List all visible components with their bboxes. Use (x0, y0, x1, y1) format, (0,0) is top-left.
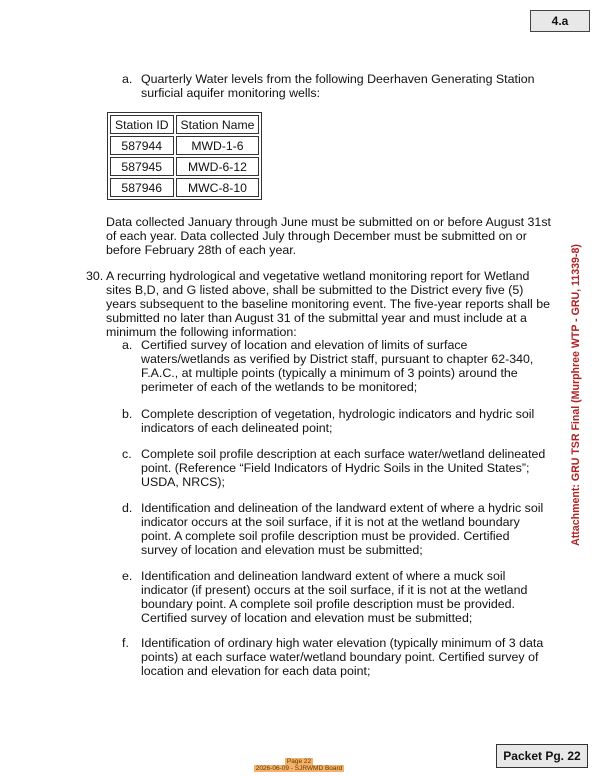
table-row (110, 178, 259, 197)
data-para-line3: before February 28th of each year. (106, 243, 297, 257)
attachment-tag: 4.a (530, 10, 590, 32)
sub-item-f-line: Identification of ordinary high water elevation (typically minimum of 3 data (141, 636, 544, 650)
attachment-sidebar (566, 244, 586, 546)
item-30-line1: A recurring hydrological and vegetative wetland monitoring report for Wetland (106, 269, 530, 283)
table-row (110, 136, 259, 155)
attachment-sidebar-text: Attachment: GRU TSR Final (Murphree WTP - GRU, 11339-8) (570, 244, 582, 546)
sub-item-f-line: location and elevation for each data point; (141, 664, 371, 678)
sub-item-e-letter: e. (122, 569, 133, 583)
sub-item-a-line: F.A.C., at multiple points (typically a minimum of 3 points) around the (141, 366, 518, 380)
sub-item-f-letter: f. (122, 636, 129, 650)
sub-item-d-letter: d. (122, 501, 133, 515)
page-stamp (250, 758, 348, 772)
sub-item-c-line: USDA, NRCS); (141, 475, 225, 489)
table-cell: MWD-1-6 (176, 136, 260, 155)
table-cell: 587946 (110, 178, 174, 197)
item-a-line2: surficial aquifer monitoring wells: (141, 86, 321, 100)
sub-item-e-line: Certified survey of location and elevation must be submitted; (141, 611, 473, 625)
item-30-line3: years subsequent to the baseline monitoring event. The five-year reports shall be (106, 297, 551, 311)
table-header-row (110, 115, 259, 134)
sub-item-b-line: Complete description of vegetation, hydrologic indicators and hydric soil (141, 407, 535, 421)
sub-item-c-letter: c. (122, 447, 132, 461)
sub-item-e-line: Identification and delineation landward extent of where a muck soil (141, 569, 506, 583)
table-cell: MWD-6-12 (176, 157, 260, 176)
sub-item-a-line: Certified survey of location and elevation of limits of surface (141, 338, 468, 352)
page-number: Page 22 (286, 758, 312, 765)
table-row (110, 157, 259, 176)
sub-item-c-line: Complete soil profile description at each surface water/wetland delineated (141, 447, 546, 461)
sub-item-b-letter: b. (122, 407, 133, 421)
sub-item-d-line: Identification and delineation of the landward extent of where a hydric soil (141, 501, 544, 515)
board-date: 2026-06-09 - SJRWMD Board (255, 765, 343, 772)
item-30-number: 30. (86, 269, 104, 283)
table-cell: MWC-8-10 (176, 178, 260, 197)
table-cell: 587945 (110, 157, 174, 176)
sub-item-a-letter: a. (122, 338, 133, 352)
item-a-letter: a. (122, 72, 133, 86)
data-para-line1: Data collected January through June must be submitted on or before August 31st (106, 215, 551, 229)
table-cell: 587944 (110, 136, 174, 155)
packet-page-box: Packet Pg. 22 (496, 744, 588, 768)
table-header-cell: Station Name (176, 115, 260, 134)
sub-item-b-line: indicators of each delineated point; (141, 421, 333, 435)
sub-item-f-line: points) at each surface water/wetland boundary point. Certified survey of (141, 650, 539, 664)
sub-item-a-line: perimeter of each of the wetlands to be monitored; (141, 380, 418, 394)
table-header-cell: Station ID (110, 115, 174, 134)
item-30-line5: minimum the following information: (106, 325, 297, 339)
sub-item-a-line: waters/wetlands as verified by District staff, pursuant to chapter 62-340, (141, 352, 534, 366)
item-30-line4: submitted no later than August 31 of the submittal year and must include at a (106, 311, 527, 325)
station-table (107, 112, 262, 200)
sub-item-e-line: indicator (if present) occurs at the soil surface, if it is not at the wetland (141, 583, 528, 597)
sub-item-d-line: indicator occurs at the soil surface, if it is not at the wetland boundary (141, 515, 520, 529)
item-30-line2: sites B,D, and G listed above, shall be submitted to the District every five (5) (106, 283, 524, 297)
sub-item-c-line: point. (Reference “Field Indicators of Hydric Soils in the United States”; (141, 461, 530, 475)
sub-item-d-line: point. A complete soil profile description must be provided. Certified (141, 529, 510, 543)
data-para-line2: of each year. Data collected July through December must be submitted on or (106, 229, 527, 243)
item-a-line1: Quarterly Water levels from the following Deerhaven Generating Station (141, 72, 535, 86)
sub-item-d-line: survey of location and elevation must be submitted; (141, 543, 423, 557)
sub-item-e-line: boundary point. A complete soil profile description must be provided. (141, 597, 515, 611)
